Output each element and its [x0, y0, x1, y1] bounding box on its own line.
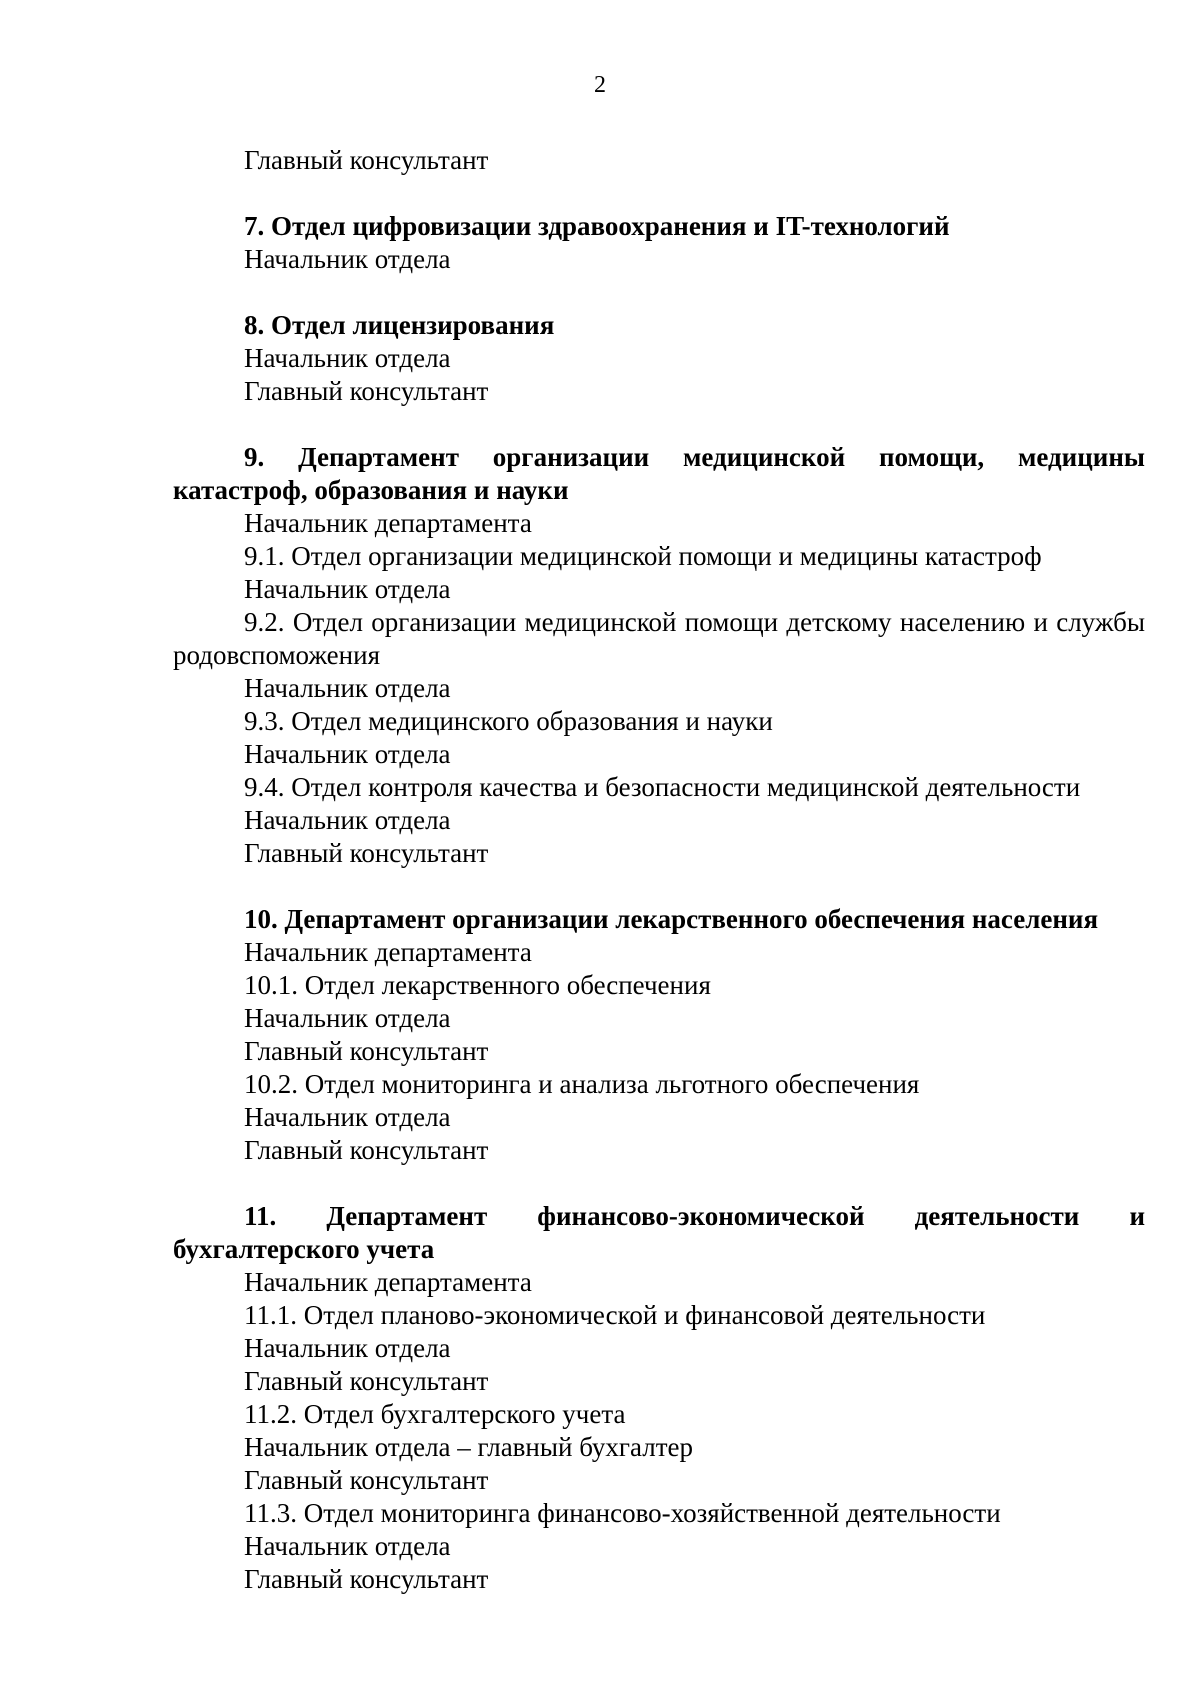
section-heading-7: 7. Отдел цифровизации здравоохранения и IT-технологий — [244, 211, 950, 241]
subsection-title-9-2: 9.2. Отдел организации медицинской помощи детскому населению и службы родовспоможения — [173, 607, 1145, 670]
position-line: Начальник отдела — [244, 343, 451, 373]
subsection-title-10-2: 10.2. Отдел мониторинга и анализа льготного обеспечения — [244, 1069, 920, 1099]
position-line: Начальник отдела — [244, 574, 451, 604]
position-line: Начальник отдела — [244, 805, 451, 835]
position-line: Главный консультант — [244, 1366, 489, 1396]
position-line: Начальник отдела — [244, 1102, 451, 1132]
subsection-title-11-2: 11.2. Отдел бухгалтерского учета — [244, 1399, 626, 1429]
subsection-title-9-4: 9.4. Отдел контроля качества и безопасности медицинской деятельности — [244, 772, 1081, 802]
position-line: Главный консультант — [244, 838, 489, 868]
position-line: Главный консультант — [244, 1564, 489, 1594]
position-line: Начальник отдела — [244, 739, 451, 769]
position-line: Начальник отдела — [244, 1333, 451, 1363]
position-line: Главный консультант — [244, 1036, 489, 1066]
section-heading-9: 9. Департамент организации медицинской помощи, медицины катастроф, образования и науки — [173, 442, 1145, 505]
document-body — [173, 144, 1145, 1596]
subsection-title-10-1: 10.1. Отдел лекарственного обеспечения — [244, 970, 711, 1000]
position-line: Начальник департамента — [244, 508, 532, 538]
position-line: Главный консультант — [244, 1135, 489, 1165]
section-heading-8: 8. Отдел лицензирования — [244, 310, 555, 340]
position-line: Начальник отдела — [244, 244, 451, 274]
position-line: Главный консультант — [244, 145, 489, 175]
position-line: Начальник департамента — [244, 937, 532, 967]
position-line: Главный консультант — [244, 376, 489, 406]
position-line: Начальник отдела — [244, 673, 451, 703]
subsection-title-9-1: 9.1. Отдел организации медицинской помощи и медицины катастроф — [244, 541, 1042, 571]
position-line: Начальник отдела — [244, 1003, 451, 1033]
position-line: Начальник отдела — [244, 1531, 451, 1561]
subsection-title-11-1: 11.1. Отдел планово-экономической и финансовой деятельности — [244, 1300, 986, 1330]
section-heading-10: 10. Департамент организации лекарственного обеспечения населения — [244, 904, 1099, 934]
page-number: 2 — [594, 72, 606, 98]
position-line: Главный консультант — [244, 1465, 489, 1495]
position-line: Начальник департамента — [244, 1267, 532, 1297]
position-line: Начальник отдела – главный бухгалтер — [244, 1432, 693, 1462]
subsection-title-11-3: 11.3. Отдел мониторинга финансово-хозяйственной деятельности — [244, 1498, 1001, 1528]
subsection-title-9-3: 9.3. Отдел медицинского образования и науки — [244, 706, 773, 736]
section-heading-11: 11. Департамент финансово-экономической деятельности и бухгалтерского учета — [173, 1201, 1145, 1264]
